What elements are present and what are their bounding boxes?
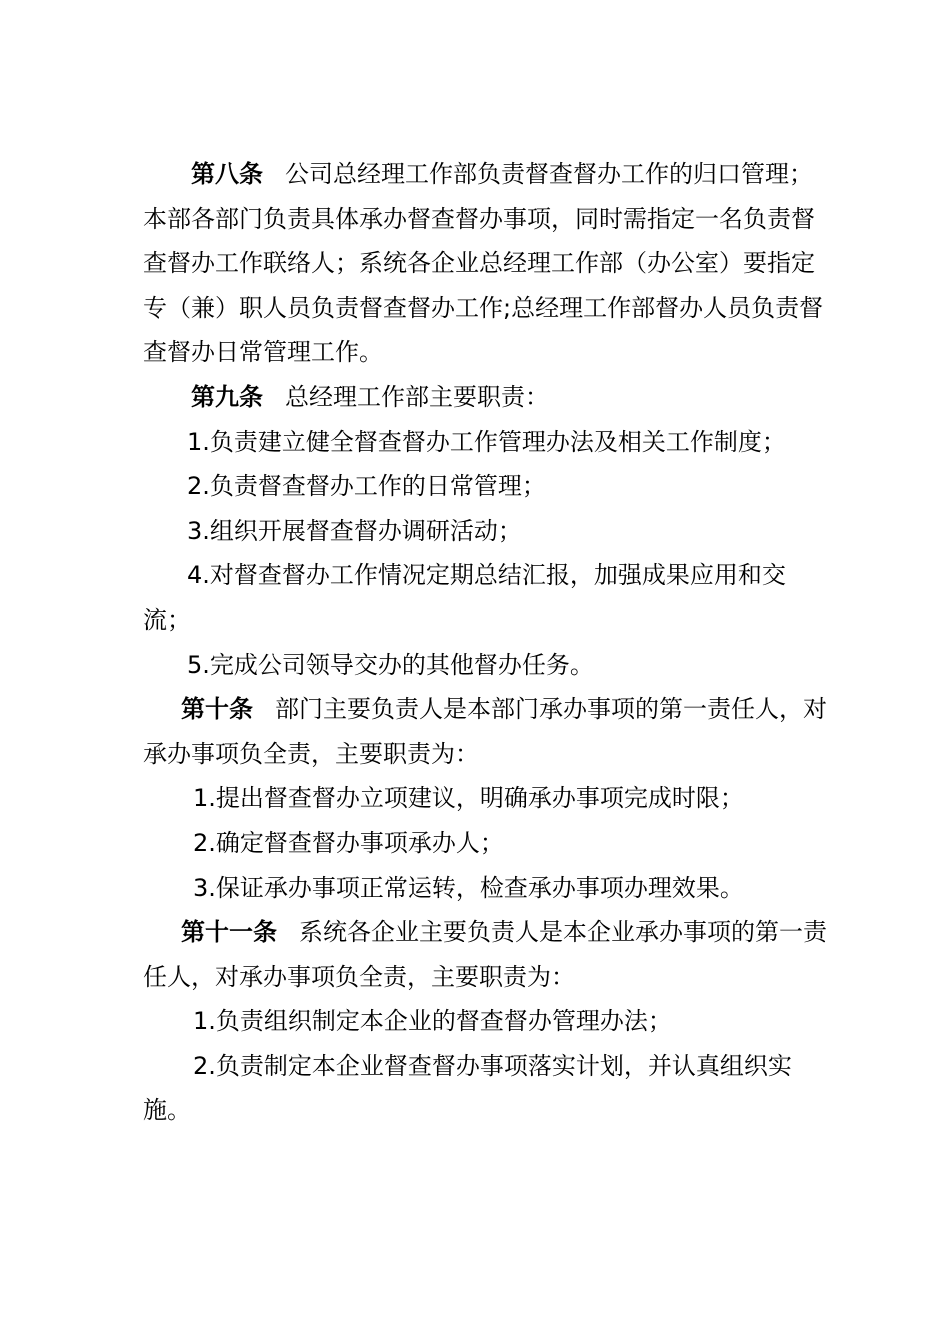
article-10-text: 部门主要负责人是本部门承办事项的第一责任人，对承办事项负全责，主要职责为： bbox=[143, 695, 827, 768]
article-9-heading: 第九条 bbox=[191, 382, 263, 411]
article-9 bbox=[143, 375, 833, 420]
article-11-item-2: 2.负责制定本企业督查督办事项落实计划，并认真组织实施。 bbox=[143, 1051, 792, 1125]
article-9-item-4: 4.对督查督办工作情况定期总结汇报，加强成果应用和交流； bbox=[143, 561, 786, 634]
article-10-heading: 第十条 bbox=[181, 695, 253, 724]
article-11 bbox=[143, 910, 833, 999]
article-9-item-3: 3.组织开展督查督办调研活动； bbox=[187, 516, 522, 545]
article-11-item-1: 1.负责组织制定本企业的督查督办管理办法； bbox=[193, 1007, 672, 1036]
article-9-item-5: 5.完成公司领导交办的其他督办任务。 bbox=[187, 650, 594, 679]
document-body bbox=[143, 152, 833, 1133]
article-10-item-3: 3.保证承办事项正常运转，检查承办事项办理效果。 bbox=[193, 873, 744, 902]
article-9-text: 总经理工作部主要职责： bbox=[285, 382, 549, 411]
article-8-heading: 第八条 bbox=[191, 160, 263, 188]
article-10-item-2: 2.确定督查督办事项承办人； bbox=[193, 828, 504, 857]
article-9-item-1: 1.负责建立健全督查督办工作管理办法及相关工作制度； bbox=[187, 427, 786, 456]
article-9-item-2: 2.负责督查督办工作的日常管理； bbox=[187, 472, 546, 501]
article-10 bbox=[143, 687, 833, 776]
article-11-text: 系统各企业主要负责人是本企业承办事项的第一责任人，对承办事项负全责，主要职责为： bbox=[143, 918, 827, 991]
article-10-item-1: 1.提出督查督办立项建议，明确承办事项完成时限； bbox=[193, 784, 744, 813]
article-11-heading: 第十一条 bbox=[181, 918, 277, 947]
article-8-text: 公司总经理工作部负责督查督办工作的归口管理；本部各部门负责具体承办督查督办事项，同时需指定一名负责督查督办工作联络人；系统各企业总经理工作部（办公室）要指定专（兼）职人员负责督查督办工作;总经理工作部督办人员负责督查督办日常管理工作。 bbox=[143, 160, 824, 367]
article-8 bbox=[143, 152, 833, 375]
